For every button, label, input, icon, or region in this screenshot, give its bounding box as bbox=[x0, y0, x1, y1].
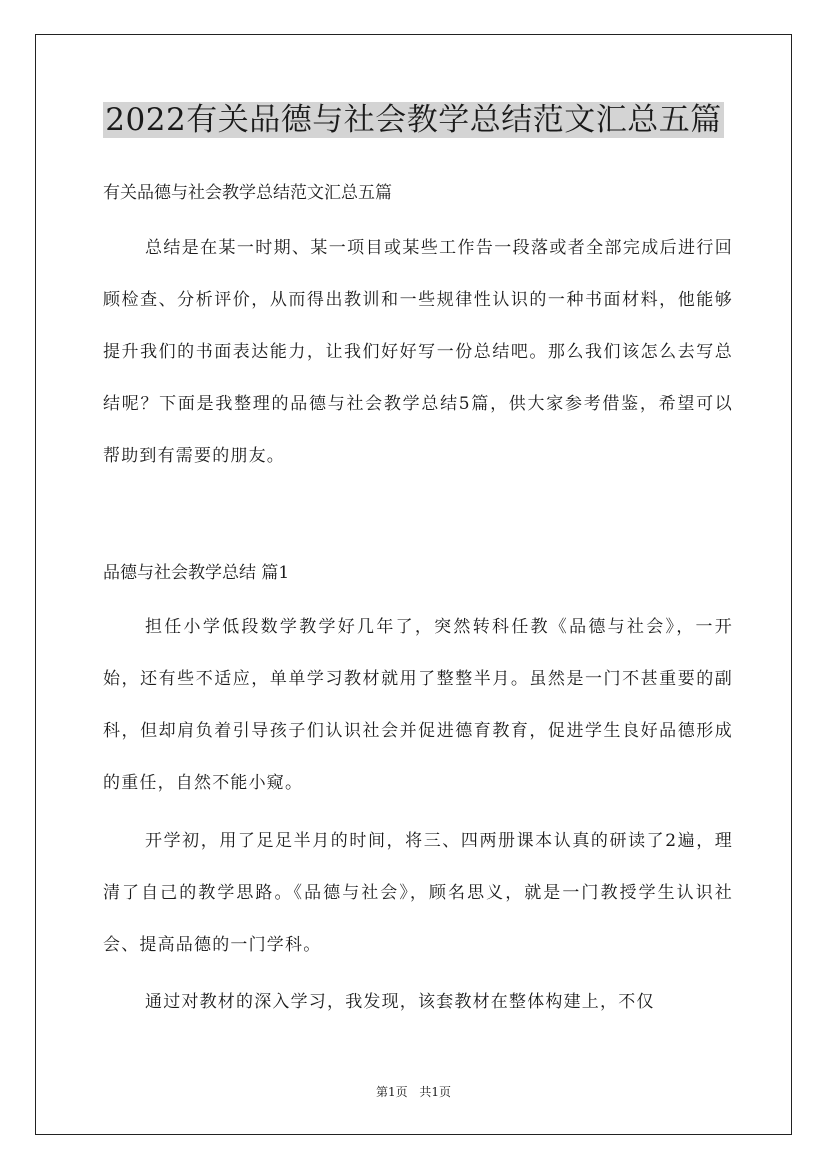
page-total: 共1页 bbox=[419, 1085, 452, 1099]
page-number: 第1页 bbox=[375, 1085, 408, 1099]
document-title-text: 2022有关品德与社会教学总结范文汇总五篇 bbox=[105, 102, 722, 138]
page-footer bbox=[0, 1084, 827, 1100]
body-paragraph-3: 通过对教材的深入学习，我发现，该套教材在整体构建上，不仅 bbox=[145, 992, 655, 1012]
section-heading: 品德与社会教学总结 篇1 bbox=[103, 563, 290, 583]
document-subtitle: 有关品德与社会教学总结范文汇总五篇 bbox=[103, 183, 392, 203]
document-title bbox=[0, 98, 827, 142]
body-paragraph-1: 担任小学低段数学教学好几年了，突然转科任教《品德与社会》，一开始，还有些不适应，单单学习教材就用了整整半月。虽然是一门不甚重要的副科，但却肩负着引导孩子们认识社会并促进德育教育，促进学生良好品德形成的重任，自然不能小窥。 bbox=[103, 617, 733, 793]
body-paragraph-2: 开学初，用了足足半月的时间，将三、四两册课本认真的研读了2遍，理清了自己的教学思路。《品德与社会》，顾名思义，就是一门教授学生认识社会、提高品德的一门学科。 bbox=[103, 831, 733, 955]
intro-paragraph: 总结是在某一时期、某一项目或某些工作告一段落或者全部完成后进行回顾检查、分析评价，从而得出教训和一些规律性认识的一种书面材料，他能够提升我们的书面表达能力，让我们好好写一份总结吧。那么我们该怎么去写总结呢？下面是我整理的品德与社会教学总结5篇，供大家参考借鉴，希望可以帮助到有需要的朋友。 bbox=[103, 238, 733, 466]
